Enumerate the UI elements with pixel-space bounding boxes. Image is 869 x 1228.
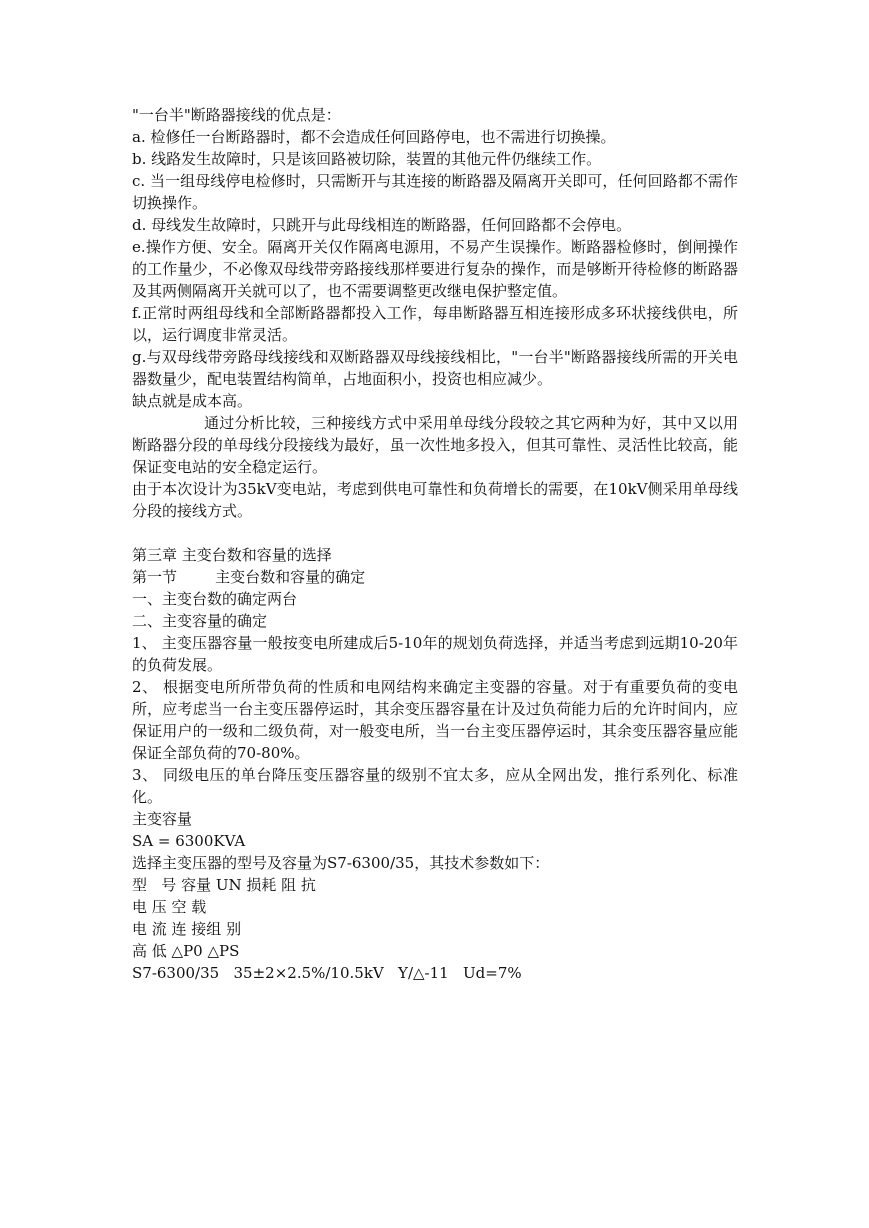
param-row-2: 电 压 空 载: [132, 898, 207, 916]
advantage-c: c. 当一组母线停电检修时，只需断开与其连接的断路器及隔离开关即可，任何回路都不需作切换操作。: [132, 172, 738, 212]
analysis-paragraph: 通过分析比较，三种接线方式中采用单母线分段较之其它两种为好，其中又以用断路器分段的单母线分段接线为最好，虽一次性地多投入，但其可靠性、灵活性比较高，能保证变电站的安全稳定运行。: [132, 414, 738, 476]
param-row-1: 型 号 容量 UN 损耗 阻 抗: [132, 876, 316, 894]
advantage-e: e.操作方便、安全。隔离开关仅作隔离电源用，不易产生误操作。断路器检修时，倒闸操作的工作量少，不必像双母线带旁路接线那样要进行复杂的操作，而是够断开待检修的断路器及其两侧隔离开关就可以了，也不需要调整更改继电保护整定值。: [132, 238, 738, 300]
capacity-value: SA = 6300KVA: [132, 832, 246, 850]
document-page: [132, 104, 738, 984]
advantage-f: f.正常时两组母线和全部断路器都投入工作，每串断路器互相连接形成多环状接线供电，所以，运行调度非常灵活。: [132, 304, 738, 344]
subheading-1: 一、主变台数的确定两台: [132, 590, 298, 608]
list-item-1: 1、 主变压器容量一般按变电所建成后5-10年的规划负荷选择，并适当考虑到远期10-20年的负荷发展。: [132, 634, 738, 674]
advantage-a: a. 检修任一台断路器时，都不会造成任何回路停电，也不需进行切换操。: [132, 128, 616, 146]
list-item-3: 3、 同级电压的单台降压变压器容量的级别不宜太多，应从全网出发，推行系列化、标准化。: [132, 766, 738, 806]
subheading-2: 二、主变容量的确定: [132, 612, 268, 630]
advantages-heading: "一台半"断路器接线的优点是：: [132, 106, 341, 124]
advantage-d: d. 母线发生故障时，只跳开与此母线相连的断路器，任何回路都不会停电。: [132, 216, 632, 234]
advantage-b: b. 线路发生故障时，只是该回路被切除，装置的其他元件仍继续工作。: [132, 150, 602, 168]
section-title: 第一节 主变台数和容量的确定: [132, 568, 366, 586]
drawback-text: 缺点就是成本高。: [132, 392, 253, 410]
design-paragraph: 由于本次设计为35kV变电站，考虑到供电可靠性和负荷增长的需要，在10kV侧采用单母线分段的接线方式。: [132, 480, 738, 520]
capacity-label: 主变容量: [132, 810, 193, 828]
param-row-3: 电 流 连 接组 别: [132, 920, 242, 938]
param-row-5: S7-6300/35 35±2×2.5%/10.5kV Y/△-11 Ud=7%: [132, 964, 522, 982]
advantage-g: g.与双母线带旁路母线接线和双断路器双母线接线相比，"一台半"断路器接线所需的开关电器数量少，配电装置结构简单，占地面积小，投资也相应减少。: [132, 348, 738, 388]
selection-text: 选择主变压器的型号及容量为S7-6300/35，其技术参数如下：: [132, 854, 550, 872]
chapter-title: 第三章 主变台数和容量的选择: [132, 546, 332, 564]
param-row-4: 高 低 △P0 △PS: [132, 942, 240, 960]
list-item-2: 2、 根据变电所所带负荷的性质和电网结构来确定主变器的容量。对于有重要负荷的变电所，应考虑当一台主变压器停运时，其余变压器容量在计及过负荷能力后的允许时间内，应保证用户的一级和二级负荷，对一般变电所，当一台主变压器停运时，其余变压器容量应能保证全部负荷的70-80%。: [132, 678, 738, 762]
blank-line: [132, 522, 738, 544]
